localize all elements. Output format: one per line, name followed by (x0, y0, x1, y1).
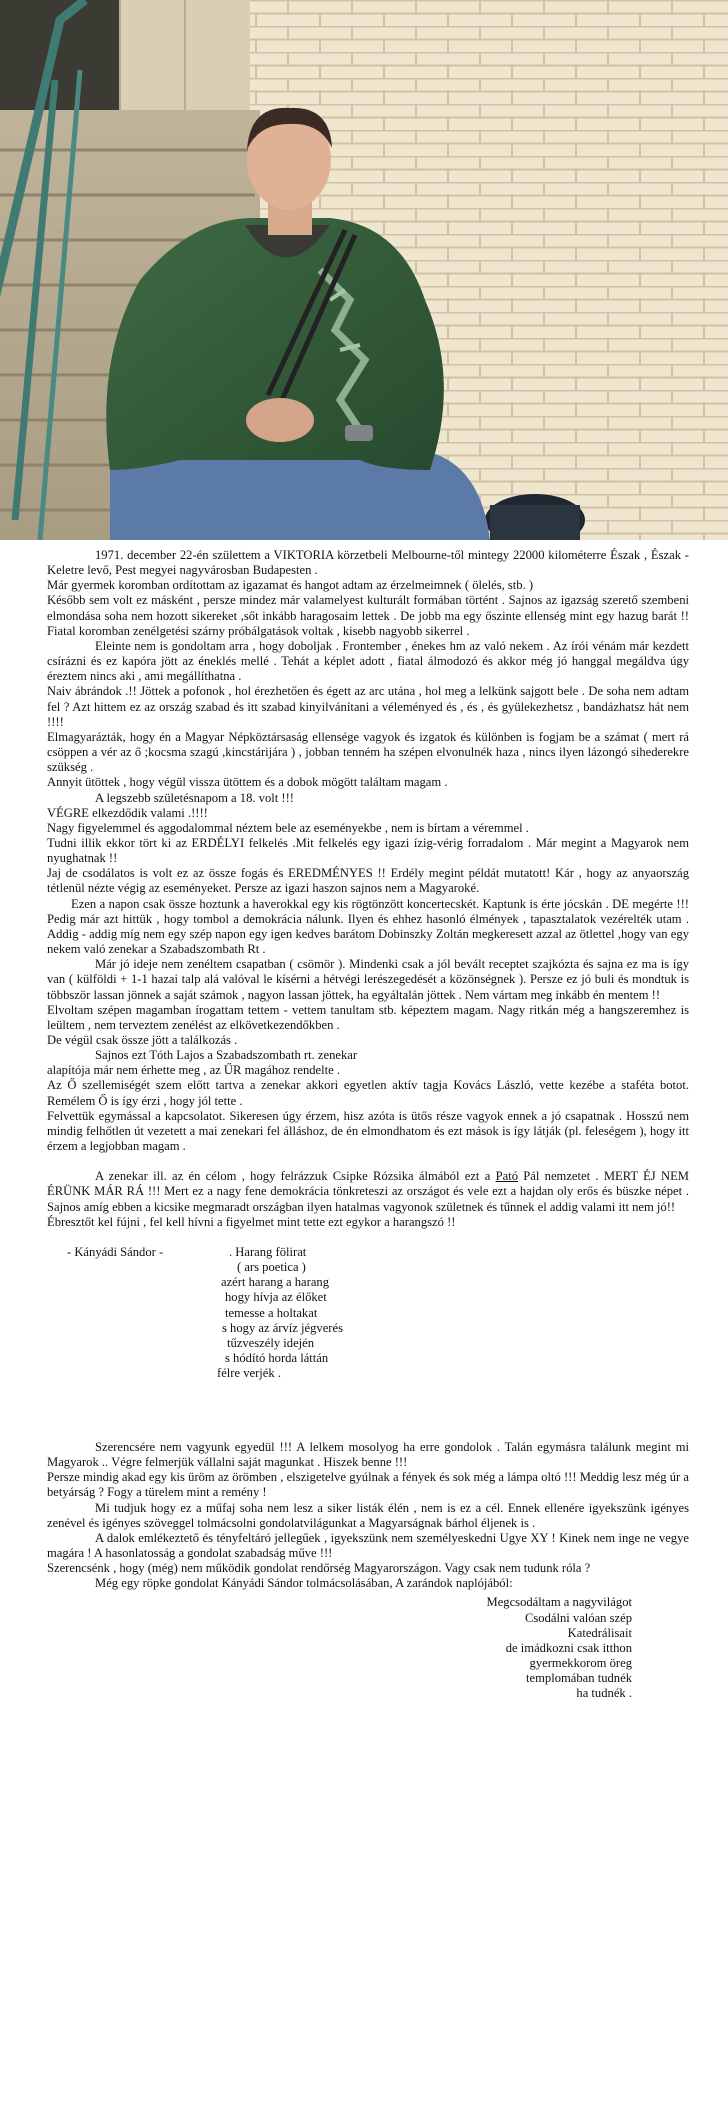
poem-line: de imádkozni csak itthon (505, 1640, 632, 1655)
paragraph: Tudni illik ekkor tört ki az ERDÉLYI felkelés .Mit felkelés egy igazi ízig-vérig forradalom . Már megint a Magyarok nem nyughatnak !! (47, 835, 689, 866)
paragraph: Szerencsénk , hogy (még) nem működik gondolat rendőrség Magyarországon. Vagy csak nem tudunk róla ? (47, 1561, 591, 1576)
paragraph: Naiv ábrándok .!! Jöttek a pofonok , hol érezhetően és égett az arc utána , hol meg a lelkünk sajgott bele . De soha nem adtam fel ? Azt hittem ez az ország szabad és itt szabad kinyilvánítani a véleményed és , és , és gyülekezhetsz , bandázhatsz hát nem !!!! (47, 684, 689, 729)
paragraph: Később sem volt ez másként , persze mindez már valamelyest kulturált formában történt . Sajnos az igazság szerető szembeni elmondása soha nem hozott sikereket ,sőt inkább haragosaim lettek . De jobb ma egy őszinte ellenség mint egy hazug barát !! Fiatal koromban zenélgetési szárny próbálgatások voltak , kisebb nagyobb sikerrel . (47, 593, 689, 638)
poem-line: s hogy az árvíz jégverés (222, 1320, 343, 1335)
poem-line: tűzveszély idején (227, 1335, 315, 1350)
poem-line: azért harang a harang (221, 1275, 330, 1290)
poem-line: s hódító horda láttán (225, 1350, 329, 1365)
paragraph: Sajnos ezt Tóth Lajos a Szabadszombath rt. zenekar (95, 1048, 358, 1063)
poem-line: Csodálni valóan szép (524, 1610, 632, 1625)
paragraph: Jaj de csodálatos is volt ez az össze fogás és EREDMÉNYES !! Erdély megint példát mutatott! Kár , hogy az anyaország tétlenül nézte végig az eseményeket. Persze az igazi haszon sajnos nem a Magyaroké. (47, 866, 689, 896)
paragraph: alapítója már nem érhette meg , az ŰR magához rendelte . (47, 1063, 341, 1078)
paragraph: Az Ő szellemiségét szem előtt tartva a zenekar akkori egyetlen aktív tagja Kovács László, vette kezébe a staféta botot. Remélem Ő is így érzi , hogy jól tette . (47, 1078, 689, 1108)
photo-illustration (0, 0, 728, 540)
poem-line: templomában tudnék (526, 1671, 632, 1686)
poem-harang-felirat (47, 1245, 689, 1425)
poem-line: ha tudnék . (576, 1686, 632, 1701)
profile-photo (0, 0, 728, 540)
paragraph: Elvoltam szépen magamban írogattam tettem - vettem tanultam stb. képeztem magam. Nagy ritkán még a hangszeremhez is leültem , nem terveztem zenélést az elkövetkezendőkben . (47, 1002, 689, 1032)
paragraph: Ezen a napon csak össze hoztunk a haverokkal egy kis rögtönzött koncertecskét. Kaptunk is érte jócskán . DE megérte !!! Pedig már azt hittük , hogy tombol a demokrácia nálunk. Ilyen és ehhez hasonló élmények , tapasztalatok vezérelték utam . Addig - addig míg nem egy szép napon egy igen kedves barátom Dobinszky Zoltán megkeresett azzal az ötlettel ,hogy van egy nekem való zenekar a Szabadszombath Rt . (47, 896, 689, 957)
paragraph (47, 1169, 689, 1214)
paragraph: Annyit ütöttek , hogy végül vissza ütöttem és a dobok mögött találtam magam . (47, 775, 448, 790)
paragraph: Ébresztőt kel fújni , fel kell hívni a figyelmet mint tette ezt egykor a harangszó !! (47, 1214, 456, 1229)
poem-line: Katedrálisait (567, 1625, 632, 1640)
paragraph: A dalok emlékeztető és tényfeltáró jellegűek , igyekszünk nem személyeskedni Ugye XY ! Kinek nem inge ne vegye magára ! A hasonlatosság a gondolat szabadság műve !!! (47, 1530, 689, 1560)
paragraph: Már jó ideje nem zenéltem csapatban ( csömör ). Mindenki csak a jól bevált receptet szajkózta és sajna ez ma is így van ( külföldi + 1-1 hazai talp alá valóval le kísérni a hétvégi lerészegedését a közönségnek ). Persze ez jó buli és mondtuk is többször lassan jönnek a saját számok , nagyon lassan jöttek, ha egyáltalán jöttek . Nem vártam meg inkább én mentem !! (47, 957, 689, 1002)
paragraph: Felvettük egymással a kapcsolatot. Sikeresen úgy érzem, hisz azóta is ütős része vagyok ennek a jó csapatnak . Hosszú nem mindig felhőtlen út vezetett a mai zenekari fel álláshoz, de én elmondhatom és ezt mások is így látják (pl. feleségem ), hogy itt érzem a legjobban magam . (47, 1108, 689, 1154)
paragraph: Mi tudjuk hogy ez a műfaj soha nem lesz a siker listák élén , nem is ez a cél. Ennek ellenére igyekszünk igényes zenével és igényes szöveggel tolmácsolni gondolatvilágunkat a Magyarságnak bárhol éljenek is . (47, 1500, 689, 1530)
poem-author: - Kányádi Sándor - (67, 1244, 164, 1259)
paragraph: De végül csak össze jött a találkozás . (47, 1033, 238, 1047)
paragraph: Szerencsére nem vagyunk egyedül !!! A lelkem mosolyog ha erre gondolok . Talán egymásra találunk megint mi Magyarok .. Végre felmerjük vállalni saját magunkat . Hiszek benne !!! (47, 1439, 689, 1470)
poem-line: félre verjék . (217, 1366, 281, 1381)
underlined-word: Pató (495, 1169, 518, 1184)
paragraph: Már gyermek koromban ordítottam az igazamat és hangot adtam az érzelmeimnek ( ölelés, stb. ) (47, 578, 534, 593)
poem-line: temesse a holtakat (225, 1305, 318, 1320)
poem-lines (217, 1244, 343, 1381)
poem-line: hogy hívja az élőket (225, 1290, 327, 1305)
text-run: Pál nemzetet . MERT ÉJ NEM ÉRÜNK MÁR RÁ !!! Mert ez a nagy fene demokrácia tönkreteszi az országot és vele ezt a hajdan oly erős és büszke népet . Sajnos amíg ebben a kicsike megmaradt országban ilyen hatalmas vagyonok születnek és tűnnek el addig valami itt nem jó!! (47, 1169, 689, 1214)
paragraph: Eleinte nem is gondoltam arra , hogy doboljak . Frontember , énekes hm az való nekem . Az írói vénám már kezdett csírázni és ez kapóra jött az éneklés mellé . Tehát a képlet adott , fiatal álmodozó és akkor még jó hanggal megáldva úgy éreztem nincs aki , ami megállíthatna . (47, 638, 689, 684)
text-run: A zenekar ill. az én célom , hogy felrázzuk Csipke Rózsika álmából ezt a (95, 1169, 496, 1184)
paragraph: Még egy röpke gondolat Kányádi Sándor tolmácsolásában, A zarándok naplójából: (95, 1576, 513, 1591)
document-body (47, 548, 689, 1702)
poem-line: . Harang fölirat (229, 1244, 307, 1259)
paragraph: Nagy figyelemmel és aggodalommal néztem bele az eseményekbe , nem is bírtam a véremmel . (47, 820, 529, 835)
poem-line: ( ars poetica ) (237, 1260, 306, 1275)
paragraph: A legszebb születésnapom a 18. volt !!! (95, 790, 294, 805)
paragraph: Persze mindig akad egy kis üröm az örömben , elszigetelve gyúlnak a fények és sok még a lámpa oltó !!! Meddig lesz még úr a betyárság ? Fogy a türelem mint a remény ! (47, 1470, 689, 1500)
paragraph: Elmagyarázták, hogy én a Magyar Népköztársaság ellensége vagyok és izgatok és különben is fogjam be a számat ( mert rá csöppen a vér az ő ;kocsma szagú ,kincstárijára ) , jobban tenném ha szépen elvonulnék haza , nincs ilyen lázongó sihederekre szükség . (47, 729, 689, 775)
poem-line: gyermekkorom öreg (529, 1656, 632, 1671)
poem-line: Megcsodáltam a nagyvilágot (486, 1595, 632, 1610)
paragraph: VÉGRE elkezdődik valami .!!!! (47, 805, 208, 820)
poem-zarandok-naplo (414, 1595, 632, 1701)
paragraph: 1971. december 22-én születtem a VIKTORIA körzetbeli Melbourne-től mintegy 22000 kilométerre Észak , Észak - Keletre levő, Pest megyei nagyvárosban Budapesten . (47, 548, 689, 578)
